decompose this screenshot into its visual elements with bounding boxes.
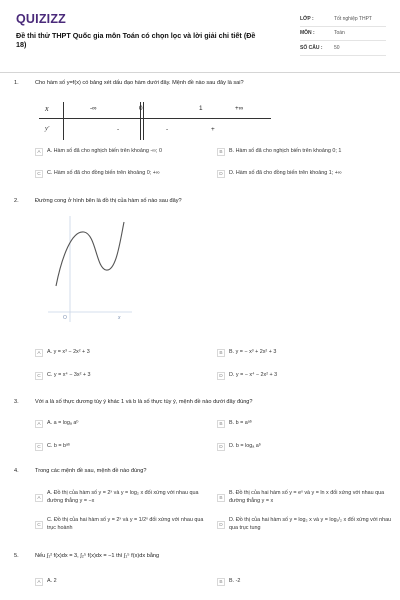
option-text: D. y = − x⁴ − 2x² + 3 <box>229 372 278 378</box>
meta-row-subject <box>300 27 386 42</box>
option-letter: A <box>35 578 43 586</box>
option-letter: A <box>35 349 43 357</box>
function-graph <box>40 212 140 324</box>
meta-label: MÔN : <box>300 30 315 37</box>
table-x-label: x <box>45 104 49 113</box>
option-letter: D <box>217 521 225 529</box>
option-text: B. Đồ thị của hai hàm số y = eˣ và y = ln x đối xứng với nhau qua đường thẳng y = x <box>229 490 385 504</box>
option-letter: A <box>35 494 43 502</box>
option-text: C. b = bᵃᵇ <box>47 443 71 449</box>
option-text: C. Đồ thị của hai hàm số y = 2ˣ và y = 1/2ˣ đối xứng với nhau qua trục hoành <box>47 517 204 531</box>
answer-option-b[interactable] <box>217 420 392 428</box>
answer-option-d[interactable] <box>217 517 392 532</box>
answer-option-c[interactable] <box>35 170 215 178</box>
table-divider <box>143 102 144 140</box>
meta-label: LỚP : <box>300 15 314 22</box>
option-letter: C <box>35 521 43 529</box>
option-letter: B <box>217 420 225 428</box>
question-text: Cho hàm số y=f(x) có bảng xét dấu đạo hàm dưới đây. Mệnh đề nào sau đây là sai? <box>35 80 244 86</box>
meta-value: Tốt nghiệp THPT <box>334 15 372 22</box>
answer-option-d[interactable] <box>217 443 392 451</box>
option-text: A. y = x³ − 2x² + 3 <box>47 349 90 355</box>
question-number: 1. <box>14 80 19 86</box>
meta-value: 50 <box>334 44 340 51</box>
table-sign: - <box>166 126 169 133</box>
table-x-value: 1 <box>199 105 203 112</box>
answer-option-b[interactable] <box>217 578 392 586</box>
option-letter: B <box>217 578 225 586</box>
answer-option-c[interactable] <box>35 517 213 532</box>
origin-label: O <box>63 315 67 321</box>
answer-option-a[interactable] <box>35 578 215 586</box>
table-sign: - <box>117 126 120 133</box>
option-text: D. Hàm số đã cho đồng biến trên khoảng 1; +∞ <box>229 170 342 176</box>
option-text: B. y = − x³ + 2x² + 3 <box>229 349 277 355</box>
table-divider <box>39 118 271 119</box>
meta-value: Toán <box>334 30 345 37</box>
quizizz-logo: QUIZIZZ <box>16 12 67 26</box>
option-letter: D <box>217 443 225 451</box>
meta-row-count <box>300 41 386 56</box>
question-number: 5. <box>14 553 19 559</box>
variation-table <box>35 100 285 142</box>
answer-option-b[interactable] <box>217 148 392 156</box>
function-curve <box>56 222 124 286</box>
question-number: 3. <box>14 399 19 405</box>
option-text: B. b = aᵃᵇ <box>229 420 252 426</box>
meta-label: SỐ CÂU : <box>300 44 323 51</box>
option-letter: D <box>217 372 225 380</box>
question-text: Đường cong ở hình bên là đồ thị của hàm số nào sau đây? <box>35 198 182 204</box>
table-sign: + <box>211 126 215 133</box>
answer-option-b[interactable] <box>217 349 392 357</box>
answer-option-c[interactable] <box>35 372 215 380</box>
option-letter: D <box>217 170 225 178</box>
document-title: Đề thi thử THPT Quốc gia môn Toán có chọn lọc và lời giải chi tiết (Đề 18) <box>16 31 256 49</box>
header-divider <box>0 72 400 73</box>
answer-option-c[interactable] <box>35 443 215 451</box>
option-letter: C <box>35 372 43 380</box>
option-text: A. Đồ thị của hàm số y = 2ˣ và y = log₂ x đối xứng với nhau qua đường thẳng y = −x <box>47 490 199 504</box>
answer-option-a[interactable] <box>35 148 215 156</box>
option-text: A. a = logₐ aᵇ <box>47 420 79 426</box>
meta-info <box>300 12 386 56</box>
answer-option-d[interactable] <box>217 170 392 178</box>
option-text: A. Hàm số đã cho nghịch biến trên khoảng -∞; 0 <box>47 148 163 154</box>
question-number: 2. <box>14 198 19 204</box>
option-letter: B <box>217 494 225 502</box>
answer-option-b[interactable] <box>217 490 392 505</box>
option-text: B. -2 <box>229 578 241 584</box>
option-text: A. 2 <box>47 578 57 584</box>
table-x-value: +∞ <box>235 105 244 112</box>
option-letter: A <box>35 148 43 156</box>
option-letter: B <box>217 349 225 357</box>
answer-option-d[interactable] <box>217 372 392 380</box>
option-letter: C <box>35 443 43 451</box>
option-letter: B <box>217 148 225 156</box>
meta-row-class <box>300 12 386 27</box>
question-text: Trong các mệnh đề sau, mệnh đề nào đúng? <box>35 468 147 474</box>
table-x-value: -∞ <box>90 105 97 112</box>
option-letter: A <box>35 420 43 428</box>
table-y-label: y' <box>45 125 50 132</box>
option-text: B. Hàm số đã cho nghịch biến trên khoảng 0; 1 <box>229 148 342 154</box>
question-number: 4. <box>14 468 19 474</box>
table-x-value: 0 <box>139 105 143 112</box>
x-axis-label: x <box>118 315 121 321</box>
question-text: Với a là số thực dương tùy ý khác 1 và b là số thực tùy ý, mệnh đề nào dưới đây đúng? <box>35 399 253 405</box>
table-divider <box>63 102 64 140</box>
answer-option-a[interactable] <box>35 490 213 505</box>
answer-option-a[interactable] <box>35 349 215 357</box>
option-text: D. Đồ thị của hai hàm số y = log₂ x và y = log₁/₂ x đối xứng với nhau qua trục tung <box>229 517 392 531</box>
option-text: C. Hàm số đã cho đồng biến trên khoảng 0; +∞ <box>47 170 160 176</box>
option-letter: C <box>35 170 43 178</box>
option-text: C. y = x⁴ − 3x² + 3 <box>47 372 91 378</box>
option-text: D. b = logₐ aᵇ <box>229 443 261 449</box>
answer-option-a[interactable] <box>35 420 215 428</box>
question-text: Nếu ∫₁² f(x)dx = 3, ∫₂⁵ f(x)dx = −1 thì ∫₁⁵ f(x)dx bằng <box>35 553 160 559</box>
